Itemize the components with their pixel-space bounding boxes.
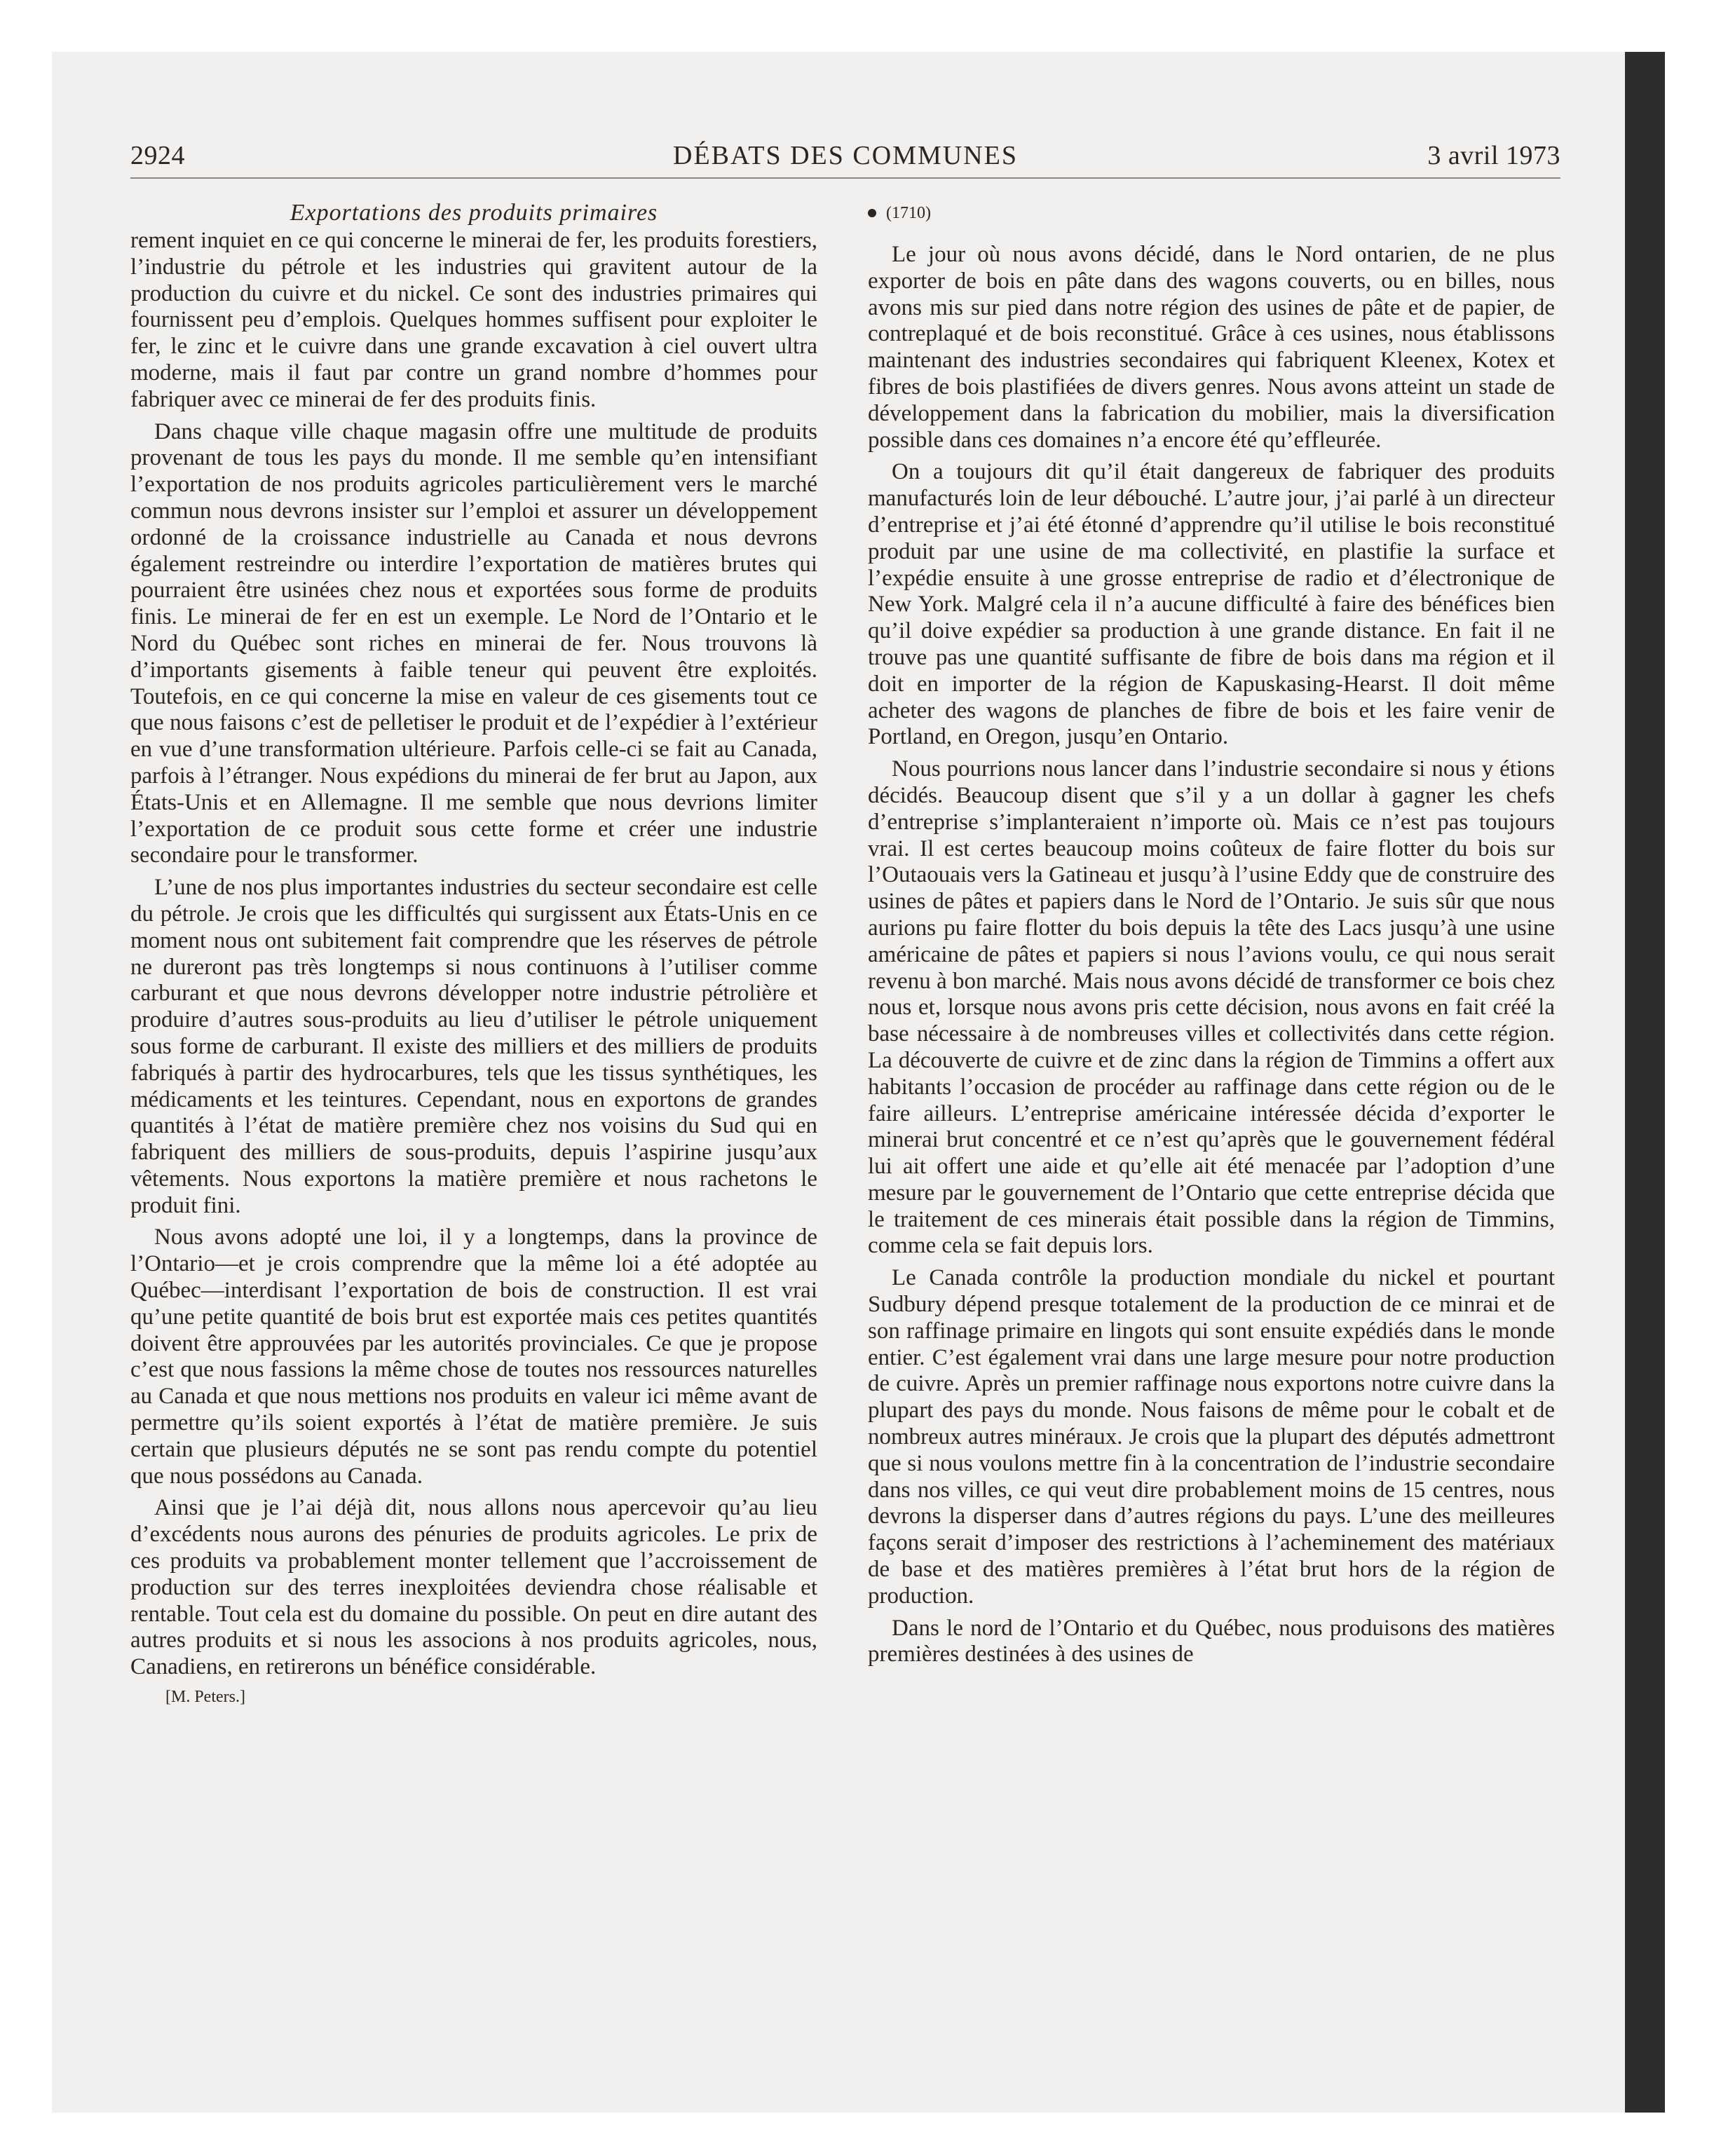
paragraph: Dans chaque ville chaque magasin offre une multitude de produits provenant de tous les pays du monde. Il me semble qu’en intensifiant l’exportation de nos produits agricoles particulièrement vers le marché commun nous devrons insister sur l’emploi et assurer un développement ordonné de la croissance industrielle au Canada et nous devrons également restreindre ou interdire l’exportation de matières brutes qui pourraient être usinées chez nous et exportées sous forme de produits finis. Le minerai de fer en est un exemple. Le Nord de l’Ontario et le Nord du Québec sont riches en minerai de fer. Nous trouvons là d’importants gisements à faible teneur qui peuvent être exploités. Toutefois, en ce qui concerne la mise en valeur de ces gisements tout ce que nous faisons c’est de pelletiser le produit et de l’expédier à l’extérieur en vue d’une transformation ultérieure. Parfois celle-ci se fait au Canada, parfois à l’étranger. Nous expédions du minerai de fer brut au Japon, aux États-Unis et en Allemagne. Il me semble que nous devrions limiter l’exportation de ce produit sous cette forme et créer une industrie secondaire pour le transformer. [130, 418, 817, 868]
document-page [130, 137, 1560, 1707]
paragraph: L’une de nos plus importantes industries du secteur secondaire est celle du pétrole. Je crois que les difficultés qui surgissent aux États-Unis en ce moment nous ont subitement fait comprendre que les réserves de pétrole ne dureront pas très longtemps si nous continuons à l’utiliser comme carburant et que nous devrons développer notre industrie pétrolière et produire d’autres sous-produits au lieu d’utiliser le pétrole uniquement sous forme de carburant. Il existe des milliers et des milliers de produits fabriqués à partir des hydrocarbures, tels que les tissus synthétiques, les médicaments et les teintures. Cependant, nous en exportons de grandes quantités à l’état de matière première chez nos voisins du Sud qui en fabriquent des milliers de sous-produits, depuis l’aspirine jusqu’aux vêtements. Nous exportons la matière première et nous rachetons le produit fini. [130, 875, 817, 1218]
running-title: DÉBATS DES COMMUNES [673, 141, 1018, 170]
bullet-icon [868, 209, 876, 217]
left-column [130, 200, 817, 1713]
page-date: 3 avril 1973 [1427, 141, 1560, 170]
page-number: 2924 [130, 141, 185, 170]
paragraph: Dans le nord de l’Ontario et du Québec, nous produisons des matières premières destinées à des usines de [868, 1615, 1555, 1667]
paragraph: Ainsi que je l’ai déjà dit, nous allons nous apercevoir qu’au lieu d’excédents nous aurons des pénuries de produits agricoles. Le prix de ces produits va probablement monter tellement que l’accroissement de production sur des terres inexploitées deviendra chose réalisable et rentable. Tout cela est du domaine du possible. On peut en dire autant des autres produits et si nous les associons à nos produits agricoles, nous, Canadiens, en retirerons un bénéfice considérable. [130, 1495, 817, 1680]
time-marker-label: (1710) [886, 204, 931, 222]
right-column [868, 200, 1555, 1674]
paragraph: Nous avons adopté une loi, il y a longtemps, dans la province de l’Ontario—et je crois comprendre que la même loi a été adoptée au Québec—interdisant l’exportation de bois de construction. Il est vrai qu’une petite quantité de bois brut est exportée mais ces petites quantités doivent être approuvées par les autorités provinciales. Ce que je propose c’est que nous fassions la même chose de toutes nos ressources naturelles au Canada et que nous mettions nos produits en valeur ici même avant de permettre qu’ils soient exportés à l’état de matière première. Je suis certain que plusieurs députés ne se sont pas rendu compte du potentiel que nous possédons au Canada. [130, 1224, 817, 1489]
paragraph: On a toujours dit qu’il était dangereux de fabriquer des produits manufacturés loin de leur débouché. L’autre jour, j’ai parlé à un directeur d’entreprise et j’ai été étonné d’apprendre qu’il utilise le bois reconstitué produit par une usine de ma collectivité, en plastifie la surface et l’expédie ensuite à une grosse entreprise de radio et d’électronique de New York. Malgré cela il n’a aucune difficulté à faire des bénéfices bien qu’il doive expédier sa production à une grande distance. En fait il ne trouve pas une quantité suffisante de fibre de bois dans ma région et il doit en importer de la région de Kapuskasing-Hearst. Il doit même acheter des wagons de planches de fibre de bois et les faire venir de Portland, en Oregon, jusqu’en Ontario. [868, 459, 1555, 750]
binding-edge [1625, 52, 1665, 2113]
paragraph: Nous pourrions nous lancer dans l’industrie secondaire si nous y étions décidés. Beaucoup disent que s’il y a un dollar à gagner les chefs d’entreprise s’implanteraient n’importe où. Mais ce n’est pas toujours vrai. Il est certes beaucoup moins coûteux de faire flotter du bois sur l’Outaouais vers la Gatineau et jusqu’à l’usine Eddy que de construire des usines de pâtes et papiers dans le Nord de l’Ontario. Je suis sûr que nous aurions pu faire flotter du bois depuis la tête des Lacs jusqu’à une usine américaine de pâtes et papiers si nous l’avions voulu, ce qui nous serait revenu à bon marché. Mais nous avons décidé de transformer ce bois chez nous et, lorsque nous avons pris cette décision, nous avons en fait créé la base nécessaire à de nombreuses villes et collectivités dans cette région. La découverte de cuivre et de zinc dans la région de Timmins a offert aux habitants l’occasion de procéder au raffinage dans cette région ou de le faire ailleurs. L’entreprise américaine intéressée décida d’exporter le minerai brut concentré et ce n’est qu’après que le gouvernement fédéral lui ait offert une aide et qu’elle ait été menacée par l’adoption d’une mesure par le gouvernement de l’Ontario que cette entreprise décida que le traitement de ces minerais était possible dans la région de Timmins, comme cela se fait depuis lors. [868, 756, 1555, 1259]
time-marker [868, 200, 1555, 226]
page-header [130, 137, 1560, 179]
speaker-attribution: [M. Peters.] [165, 1688, 245, 1707]
paragraph: Le jour où nous avons décidé, dans le Nord ontarien, de ne plus exporter de bois en pâte dans des wagons couverts, ou en billes, nous avons mis sur pied dans notre région des usines de pâte et de papier, de contreplaqué et de bois reconstitué. Grâce à ces usines, nous établissons maintenant des industries secondaires qui fabriquent Kleenex, Kotex et fibres de bois plastifiées de divers genres. Nous avons atteint un stade de développement dans la fabrication du mobilier, mais la diversification possible dans ces domaines n’a encore été qu’effleurée. [868, 242, 1555, 453]
paragraph: Le Canada contrôle la production mondiale du nickel et pourtant Sudbury dépend presque totalement de la production de ce minrai et de son raffinage primaire en lingots qui sont ensuite expédiés dans le monde entier. C’est également vrai dans une large mesure pour notre production de cuivre. Après un premier raffinage nous exportons notre cuivre dans la plupart des pays du monde. Nous faisons de même pour le cobalt et de nombreux autres minéraux. Je crois que la plupart des députés admettront que si nous voulons mettre fin à la concentration de l’industrie secondaire dans nos villes, ce qui veut dire probablement moins de 15 centres, nous devrons la disperser dans d’autres régions du pays. L’une des meilleures façons serait d’imposer des restrictions à l’acheminement des matériaux de base et des matières premières à l’état brut hors de la région de production. [868, 1265, 1555, 1609]
subject-heading: Exportations des produits primaires [290, 200, 658, 226]
paragraph: rement inquiet en ce qui concerne le minerai de fer, les produits forestiers, l’industrie du pétrole et les industries qui gravitent autour de la production du cuivre et du nickel. Ce sont des industries primaires qui fournissent peu d’emplois. Quelques hommes suffisent pour exploiter le fer, le zinc et le cuivre dans une grande excavation à ciel ouvert ultra moderne, mais il faut par contre un grand nombre d’hommes pour fabriquer avec ce minerai de fer des produits finis. [130, 228, 817, 412]
